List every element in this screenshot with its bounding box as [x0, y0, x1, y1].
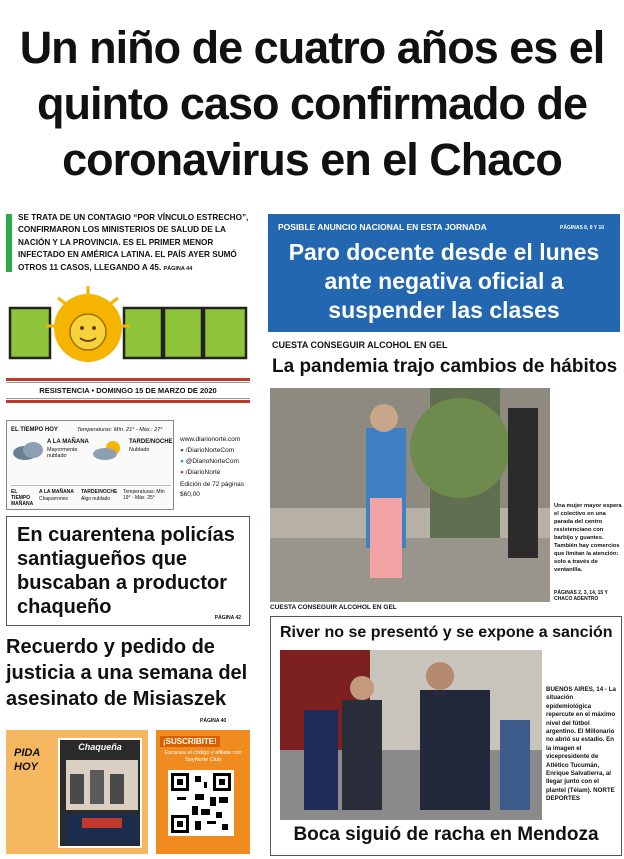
facebook-icon: ● [180, 447, 184, 454]
pandemic-kicker: CUESTA CONSEGUIR ALCOHOL EN GEL [272, 340, 448, 350]
lede-accent-bar [6, 214, 12, 272]
evening-desc: Nublado [129, 447, 150, 453]
tomorrow-evening: TARDE/NOCHE [81, 489, 118, 495]
facebook-link[interactable]: ● /DiarioNorteCom [180, 447, 235, 454]
river-title[interactable]: River no se presentó y se expone a sanción [280, 624, 613, 641]
instagram-icon: ● [180, 469, 184, 476]
magazine-title: Chaqueña [78, 742, 122, 752]
boca-title[interactable]: Boca siguió de racha en Mendoza [293, 824, 599, 845]
story-page: PÁGINA 42 [214, 615, 241, 621]
twitter-icon: ● [180, 458, 184, 465]
morning-label: A LA MAÑANA [47, 439, 89, 445]
social-links [180, 434, 256, 500]
story-title[interactable]: En cuarentena policías santiagueños que buscaban a productor chaqueño [17, 524, 235, 618]
morning-desc: Mayormente nublado [47, 447, 78, 459]
cloud-icon [11, 439, 45, 459]
twitter-link[interactable]: ● @DiarioNorteCom [180, 458, 239, 465]
tomorrow-evening-desc: Algo nublado [81, 496, 111, 502]
tomorrow-morning: A LA MAÑANA [39, 489, 74, 495]
suscribite-label[interactable]: ¡SUSCRIBITE! [160, 736, 220, 747]
evening-label: TARDE/NOCHE [129, 439, 173, 445]
weather-title: EL TIEMPO HOY [11, 427, 58, 433]
instagram-link[interactable]: ● /DiarioNorte [180, 469, 221, 476]
tomorrow-morning-desc: Chaparrones [39, 496, 68, 502]
pandemic-kicker-repeat: CUESTA CONSEGUIR ALCOHOL EN GEL [270, 604, 397, 611]
main-headline: Un niño de cuatro años es el quinto caso confirmado de coronavirus en el Chaco [19, 22, 605, 185]
dateline-band [6, 378, 250, 403]
pandemic-pages: PÁGINAS 2, 3, 14, 15 Y CHACO ADENTRO [554, 590, 608, 602]
weather-divider [11, 485, 171, 486]
masthead-logo [6, 286, 250, 366]
weather-box [6, 420, 174, 510]
sun-cloud-icon [91, 439, 125, 459]
bus-stop-photo [270, 388, 550, 602]
lede-body: SE TRATA DE UN CONTAGIO “POR VÍNCULO ESTRECHO”, CONFIRMARON LOS MINISTERIOS DE SALUD DE LA NACIÓN Y LA PROVINCIA. ES EL PRIMER MENOR INFECTADO EN AMÉRICA LATINA. EL PAÍS AYER SUMÓ OTROS 11 CASOS, LLEGANDO A 45. [18, 213, 249, 272]
tomorrow-temps: Temperaturas: Mín 19° - Máx. 25° [123, 489, 165, 501]
lede-page: PÁGINA 44 [163, 265, 193, 272]
strike-kicker: POSIBLE ANUNCIO NACIONAL EN ESTA JORNADA [278, 222, 487, 232]
dateline: RESISTENCIA • DOMINGO 15 DE MARZO DE 2020 [6, 382, 250, 399]
pida-hoy-label: PIDA HOY [14, 747, 40, 773]
norte-logo [6, 286, 250, 366]
story-box-police [6, 516, 250, 626]
story-title-misiaszek[interactable]: Recuerdo y pedido de justicia a una semana del asesinato de Misiaszek [6, 636, 248, 710]
pandemic-caption: Una mujer mayor espera el colectivo en una parada del centro resistenciano con barbijo y guantes. También hay comercios que limitan la atención: solo a través de ventanilla. [554, 503, 622, 573]
tomorrow-title: EL TIEMPO MAÑANA [11, 489, 34, 507]
strike-title[interactable]: Paro docente desde el lunes ante negativa oficial a suspender las clases [288, 239, 600, 323]
lede-text [18, 212, 258, 275]
river-caption: BUENOS AIRES, 14 - La situación epidemiológica repercute en el máximo nivel del fútbol argentino. El Millonario no abrió su estadio. En la imagen el vicepresidente de Atlético Tucumán, Enrique Salvatierra, al llegar junto con el plantel (Télam). NORTE DEPORTES [546, 686, 616, 803]
website-link[interactable]: www.diarionorte.com [180, 436, 241, 443]
football-photo [280, 650, 542, 820]
edition-info: Edición de 72 páginas [180, 481, 244, 488]
strike-pages: PÁGINAS 8, 9 Y 10 [560, 225, 605, 231]
pandemic-title[interactable]: La pandemia trajo cambios de hábitos [272, 356, 618, 377]
story-page-misiaszek: PÁGINA 40 [200, 718, 227, 724]
price: $60,00 [180, 491, 200, 498]
qr-code-icon[interactable] [168, 770, 234, 836]
magazine-cover[interactable] [58, 738, 142, 848]
weather-temps: Temperaturas: Mín. 21° - Máx.: 27° [77, 427, 163, 433]
qr-instructions: Escanea el código y afiliate con SoyNorte Club [164, 750, 242, 763]
